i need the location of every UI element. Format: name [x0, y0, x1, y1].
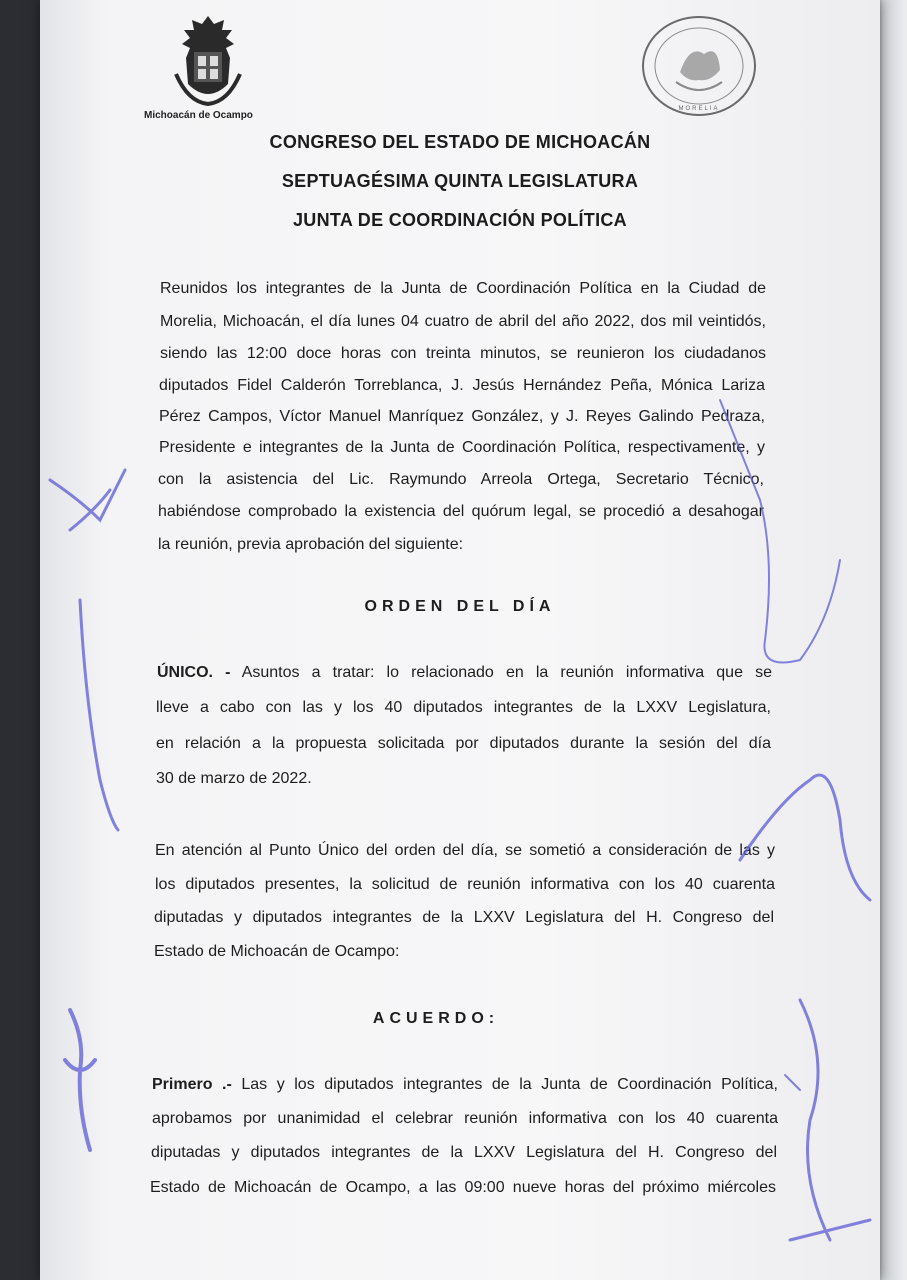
atencion-line: En atención al Punto Único del orden del día, se sometió a consideración de las y — [155, 842, 775, 859]
intro-line: la reunión, previa aprobación del siguiente: — [158, 536, 464, 553]
primero-line — [152, 1075, 778, 1095]
intro-line: diputados Fidel Calderón Torreblanca, J. Jesús Hernández Peña, Mónica Lariza — [159, 377, 765, 394]
unico-line — [157, 663, 772, 683]
signature-mark — [50, 470, 125, 530]
unico-line: 30 de marzo de 2022. — [156, 770, 312, 787]
intro-line: habiéndose comprobado la existencia del quórum legal, se procedió a desahogar — [158, 503, 764, 520]
primero-line: aprobamos por unanimidad el celebrar reunión informativa con los 40 cuarenta — [152, 1110, 778, 1127]
intro-line: Reunidos los integrantes de la Junta de Coordinación Política en la Ciudad de — [160, 280, 766, 297]
acuerdo-title: ACUERDO: — [372, 1010, 500, 1027]
intro-line: Morelia, Michoacán, el día lunes 04 cuatro de abril del año 2022, dos mil veintidós, — [160, 313, 766, 330]
primero-label: Primero .- — [152, 1076, 232, 1093]
intro-line: Presidente e integrantes de la Junta de Coordinación Política, respectivamente, y — [159, 439, 765, 456]
unico-first-line: Asuntos a tratar: lo relacionado en la reunión informativa que se — [241, 664, 772, 681]
unico-line: lleve a cabo con las y los 40 diputados integrantes de la LXXV Legislatura, — [156, 699, 771, 716]
primero-first-line: Las y los diputados integrantes de la Junta de Coordinación Política, — [241, 1076, 778, 1093]
signature-mark — [785, 1075, 800, 1090]
intro-line: con la asistencia del Lic. Raymundo Arreola Ortega, Secretario Técnico, — [158, 471, 764, 488]
intro-line: siendo las 12:00 doce horas con treinta minutos, se reunieron los ciudadanos — [160, 345, 766, 362]
svg-text:MORELIA: MORELIA — [678, 106, 720, 112]
congress-seal-icon — [640, 14, 758, 118]
unico-line: en relación a la propuesta solicitada por diputados durante la sesión del día — [156, 735, 771, 752]
signature-mark — [80, 600, 118, 830]
heading-junta: JUNTA DE COORDINACIÓN POLÍTICA — [292, 210, 627, 230]
document-page — [40, 0, 880, 1280]
orden-del-dia-title: ORDEN DEL DÍA — [364, 598, 556, 615]
atencion-line: diputadas y diputados integrantes de la LXXV Legislatura del H. Congreso del — [154, 909, 774, 926]
signature-mark — [65, 1010, 95, 1150]
heading-congreso: CONGRESO DEL ESTADO DE MICHOACÁN — [269, 132, 651, 152]
atencion-line: Estado de Michoacán de Ocampo: — [154, 943, 400, 960]
intro-line: Pérez Campos, Víctor Manuel Manríquez González, y J. Reyes Galindo Pedraza, — [159, 408, 765, 425]
unico-label: ÚNICO. - — [157, 664, 231, 681]
signature-mark — [790, 1000, 870, 1240]
heading-legislatura: SEPTUAGÉSIMA QUINTA LEGISLATURA — [281, 171, 639, 191]
michoacan-crest-icon — [168, 14, 248, 106]
primero-line: Estado de Michoacán de Ocampo, a las 09:00 nueve horas del próximo miércoles — [150, 1179, 776, 1196]
crest-caption: Michoacán de Ocampo — [144, 110, 253, 121]
atencion-line: los diputados presentes, la solicitud de reunión informativa con los 40 cuarenta — [155, 876, 775, 893]
primero-line: diputadas y diputados integrantes de la LXXV Legislatura del H. Congreso del — [151, 1144, 777, 1161]
